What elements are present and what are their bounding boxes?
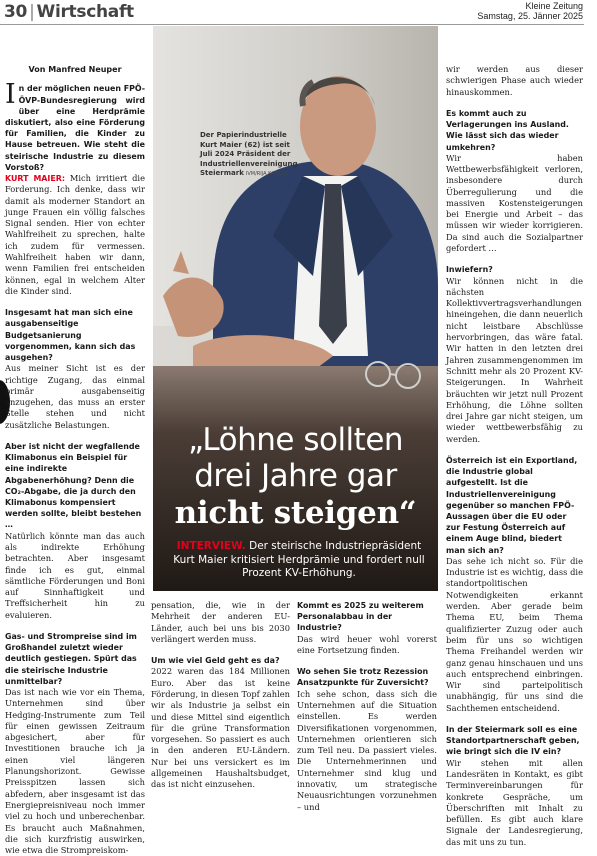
issue-date: Samstag, 25. Jänner 2025 (477, 11, 583, 21)
question: Wo sehen Sie trotz Rezession Ansatzpunkte für Zuversicht? (297, 667, 429, 688)
photo-credit: IVM/RIJA KANIZAJ (245, 171, 289, 178)
answer-paragraph: Das ist nach wie vor ein Thema, Unternehmen sind über Hedging-Instrumente zum Teil für einen gewissen Zeitraum abgesichert, aber für Investitionen brauche ich ja einen viel längeren Planungshorizont. Gewisse Preisspitzen lassen sich abfedern, aber insgesamt ist das Energiepreisniveau noch immer viel zu hoch und unberechenbar. Es braucht auch Maßnahmen, die sich kurzfristig auswirken, wie etwa die Strompreiskom- (5, 687, 145, 856)
column-2 (151, 600, 290, 791)
page-number: 30 (4, 2, 28, 22)
intro-body: Der steirische Industriepräsident Kurt Maier kritisiert Herdprämie und fordert null Prozent KV-Erhöhung. (173, 540, 425, 580)
page-header (0, 0, 597, 24)
answer-paragraph: Wir haben Wettbewerbsfähigkeit verloren, insbesondere durch Überregulierung und die massiven Kostensteigerungen bei Energie und Arbeit – das müssen wir wieder korrigieren. Da sind auch die Sozialpartner gefordert … (446, 152, 583, 254)
headline-line-1: „Löhne sollten (187, 422, 404, 458)
question: Gas- und Strompreise sind im Großhandel zuletzt wieder deutlich gestiegen. Spürt das die steirische Industrie unmittelbar? (5, 631, 137, 686)
column-4 (446, 64, 583, 848)
answer-paragraph: Natürlich könnte man das auch als indirekte Erhöhung betrachten. Aber insgesamt finde ich es gut, einmal sämtliche Förderungen und Boni auf Sinnhaftigkeit und Treffsicherheit hin zu evaluieren. (5, 530, 145, 620)
answer-paragraph: pensation, die, wie in der Mehrheit der anderen EU-Länder, auch bei uns bis 2030 verlängert werden muss. (151, 600, 290, 644)
author-byline: Von Manfred Neuper (28, 65, 122, 74)
interview-photo (153, 26, 438, 591)
question: In der Steiermark soll es eine Standortpartnerschaft geben, wie bringt sich die IV ein? (446, 725, 580, 757)
answer-paragraph: Das wird heuer wohl vorerst eine Fortsetzung finden. (297, 633, 437, 655)
answer-paragraph (5, 173, 145, 297)
lead-text: n der möglichen neuen FPÖ-ÖVP-Bundesregierung wird über eine Herdprämie diskutiert, also eine Förderung für Familien, die Kinder zu Hause betreuen. Wie steht die steirische Industrie zu diesem Vorstoß? (5, 84, 145, 172)
answer-paragraph: Wir können nicht in die nächsten Kollektivvertragsverhandlungen hineingehen, die dann neuerlich nicht leistbare Abschlüsse hervorbringen, das wäre fatal. Wir hatten in den letzten drei Jahren zusammengenommen im Schnitt mehr als 20 Prozent KV-Steigerungen. In Wahrheit bräuchten wir jetzt null Prozent Erhöhung, die Löhne sollten drei Jahre gar nicht steigen, um wieder wettbewerbsfähig zu werden. (446, 275, 583, 444)
header-rule (0, 24, 584, 25)
drop-cap: I (5, 79, 16, 111)
intro-text (171, 540, 427, 581)
headline-line-3: nicht steigen“ (174, 495, 417, 531)
interview-kicker: INTERVIEW. (176, 540, 246, 552)
column-3 (297, 600, 437, 813)
question: Es kommt auch zu Verlagerungen ins Ausland. Wie lässt sich das wieder umkehren? (446, 108, 569, 152)
caption-text: Der Papierindustrielle Kurt Maier (62) ist seit Juli 2024 Präsident der Industriellenvereinigung Steiermark (200, 131, 298, 178)
lead-question (5, 79, 145, 173)
newspaper-name: Kleine Zeitung (525, 1, 583, 11)
answer-paragraph: Das sehe ich nicht so. Für die Industrie ist es wichtig, dass die standortpolitischen Notwendigkeiten erkannt werden. Aber gerade beim Thema EU, beim Thema qualifizierter Zuzug oder auch beim für uns so wichtigen Thema Freihandel werden wir ganz genau hinschauen und uns auch entsprechend einbringen. Wir sind parteipolitisch unabhängig, für uns sind die Sachthemen entscheidend. (446, 555, 583, 713)
question: Inwiefern? (446, 265, 493, 275)
answer-paragraph: Aus meiner Sicht ist es der richtige Zugang, das einmal primär ausgabenseitig anzugehen, das muss an erster Stelle stehen und nicht zusätzliche Belastungen. (5, 363, 145, 430)
answer-paragraph: wir werden aus dieser schwierigen Phase auch wieder hinauskommen. (446, 64, 583, 97)
answer-paragraph: Ich sehe schon, dass sich die Unternehmen auf die Situation einstellen. Es werden Diversifikationen vorgenommen, Unternehmen orientieren sich zum Teil neu. Da passiert vieles. Die Unternehmerinnen und Unternehmer sind klug und innovativ, um strategische Neuausrichtungen vorzunehmen – und (297, 688, 437, 812)
question: Aber ist nicht der wegfallende Klimabonus ein Beispiel für eine indirekte Abgabenerhöhung? Denn die CO₂-Abgabe, die ja durch den Klimabonus kompensiert werden sollte, bleibt bestehen … (5, 441, 142, 530)
section-name: Wirtschaft (36, 2, 134, 22)
headline-line-2: drei Jahre gar (194, 458, 397, 494)
column-1 (5, 62, 145, 856)
headline (153, 422, 438, 532)
question: Österreich ist ein Exportland, die Industrie global aufgestellt. Ist die Industriellenvereinigung gegenüber so manchen FPÖ-Aussagen über die EU oder zur Festung Österreich auf einem Auge blind, biedert man sich an? (446, 456, 578, 555)
answer-paragraph: 2022 waren das 184 Millionen Euro. Aber das ist keine Förderung, in diesen Topf zahlen wir als Industrie ja selbst ein und diese Mittel sind eigentlich für die grüne Transformation vorgesehen. So passiert es auch in den anderen EU-Ländern. Nur bei uns versickert es im allgemeinen Haushaltsbudget, das ist nicht einzusehen. (151, 666, 290, 790)
answer-text: Mich irritiert die Forderung. Ich denke, dass wir damit als moderner Standort an junge Frauen ein völlig falsches Signal senden. Hier von echter Wahlfreiheit zu sprechen, halte ich zudem für vermessen. Wahlfreiheit haben wir dann, wenn Familien frei entscheiden können, egal in welchem Alter die Kinder sind. (5, 172, 145, 296)
speaker-label: KURT MAIER: (5, 173, 65, 183)
question: Kommt es 2025 zu weiterem Personalabbau in der Industrie? (297, 601, 424, 633)
separator: | (29, 2, 35, 22)
question: Insgesamt hat man sich eine ausgabenseitige Budgetsanierung vorgenommen, kann sich das ausgehen? (5, 308, 136, 362)
answer-paragraph: Wir stehen mit allen Landesräten in Kontakt, es gibt Terminvereinbarungen für konkrete Gespräche, um Überschriften mit Inhalt zu befüllen. Es gibt auch klare Signale der Landesregierung, das mit uns zu tun. (446, 757, 583, 847)
photo-caption (200, 131, 300, 180)
question: Um wie viel Geld geht es da? (151, 656, 280, 666)
page-section-label (4, 2, 134, 22)
